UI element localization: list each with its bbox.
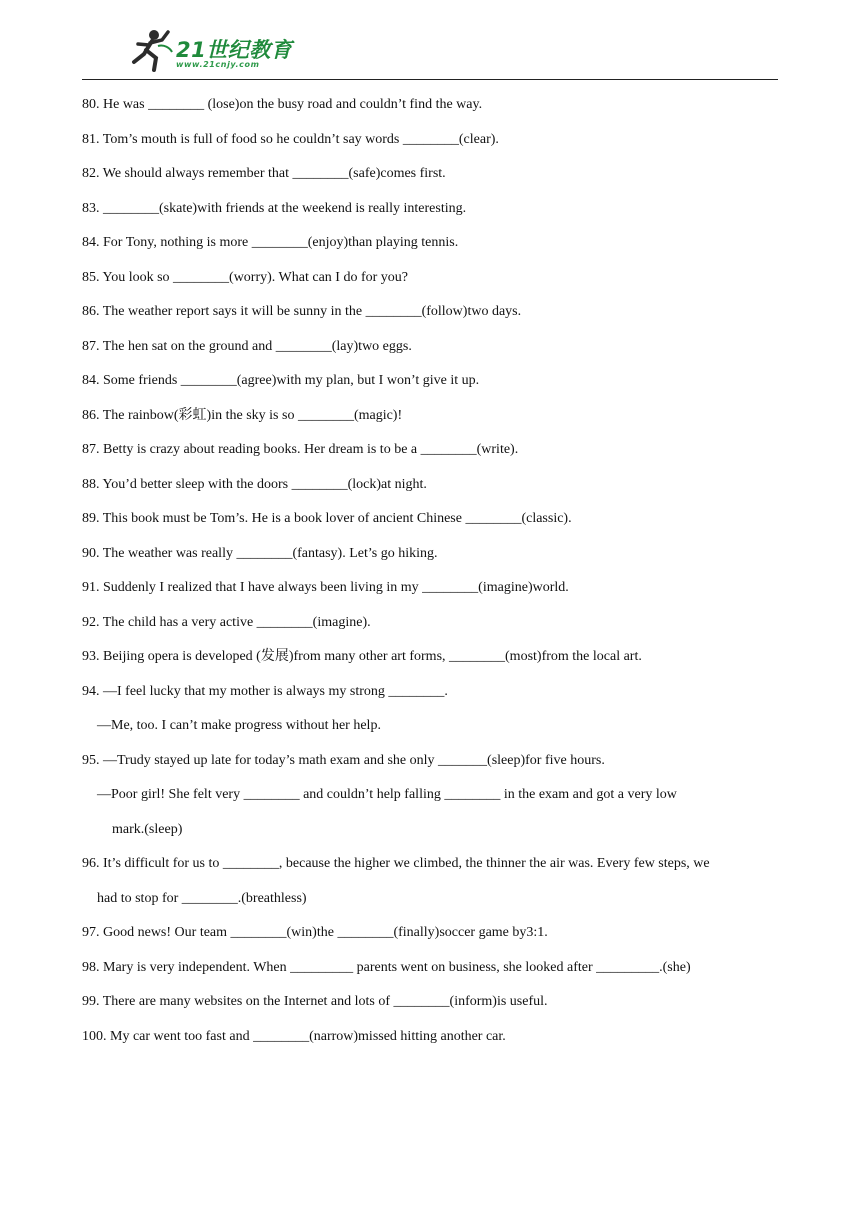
- exercise-line: 95. —Trudy stayed up late for today’s math exam and she only _______(sleep)for five hours.: [82, 752, 605, 768]
- exercise-line: 96. It’s difficult for us to ________, because the higher we climbed, the thinner the air was. Every few steps, we: [82, 856, 710, 871]
- exercise-line: 86. The rainbow(彩虹)in the sky is so ________(magic)!: [82, 407, 403, 423]
- exercise-line: 85. You look so ________(worry). What can I do for you?: [82, 269, 408, 285]
- running-figure-icon: [128, 28, 174, 72]
- exercise-list: [82, 88, 778, 1054]
- exercise-line-continuation: had to stop for ________.(breathless): [97, 890, 307, 906]
- exercise-line: 87. The hen sat on the ground and ________(lay)two eggs.: [82, 338, 412, 354]
- exercise-line: 88. You’d better sleep with the doors ________(lock)at night.: [82, 476, 427, 492]
- exercise-line: 97. Good news! Our team ________(win)the ________(finally)soccer game by3:1.: [82, 925, 548, 940]
- header-divider: [82, 79, 778, 80]
- exercise-line: 93. Beijing opera is developed (发展)from many other art forms, ________(most)from the local art.: [82, 649, 642, 664]
- exercise-line: 100. My car went too fast and ________(narrow)missed hitting another car.: [82, 1028, 506, 1044]
- exercise-line: 82. We should always remember that ________(safe)comes first.: [82, 166, 446, 181]
- exercise-line-continuation: mark.(sleep): [112, 821, 183, 837]
- exercise-line: 90. The weather was really ________(fantasy). Let’s go hiking.: [82, 545, 438, 561]
- exercise-line: 98. Mary is very independent. When _________ parents went on business, she looked after _________.(she): [82, 959, 691, 975]
- exercise-line: 99. There are many websites on the Internet and lots of ________(inform)is useful.: [82, 994, 548, 1009]
- exercise-line-continuation: —Me, too. I can’t make progress without her help.: [97, 718, 381, 733]
- exercise-line: 83. ________(skate)with friends at the weekend is really interesting.: [82, 200, 467, 216]
- logo: [128, 28, 298, 74]
- logo-url: www.21cnjy.com: [176, 60, 260, 69]
- exercise-line: 89. This book must be Tom’s. He is a book lover of ancient Chinese ________(classic).: [82, 511, 572, 526]
- exercise-line: 81. Tom’s mouth is full of food so he couldn’t say words ________(clear).: [82, 131, 499, 147]
- page-header: [82, 22, 778, 80]
- exercise-line: 94. —I feel lucky that my mother is always my strong ________.: [82, 683, 448, 699]
- exercise-line: 87. Betty is crazy about reading books. Her dream is to be a ________(write).: [82, 442, 519, 457]
- exercise-line: 84. For Tony, nothing is more ________(enjoy)than playing tennis.: [82, 235, 459, 250]
- exercise-line: 91. Suddenly I realized that I have always been living in my ________(imagine)world.: [82, 580, 569, 595]
- exercise-line: 80. He was ________ (lose)on the busy road and couldn’t find the way.: [82, 97, 483, 112]
- exercise-line: 84. Some friends ________(agree)with my plan, but I won’t give it up.: [82, 373, 480, 388]
- logo-text: 21世纪教育: [176, 38, 293, 62]
- exercise-line-continuation: —Poor girl! She felt very ________ and couldn’t help falling ________ in the exam and got a very low: [97, 787, 677, 802]
- exercise-line: 92. The child has a very active ________(imagine).: [82, 614, 371, 630]
- exercise-line: 86. The weather report says it will be sunny in the ________(follow)two days.: [82, 304, 522, 319]
